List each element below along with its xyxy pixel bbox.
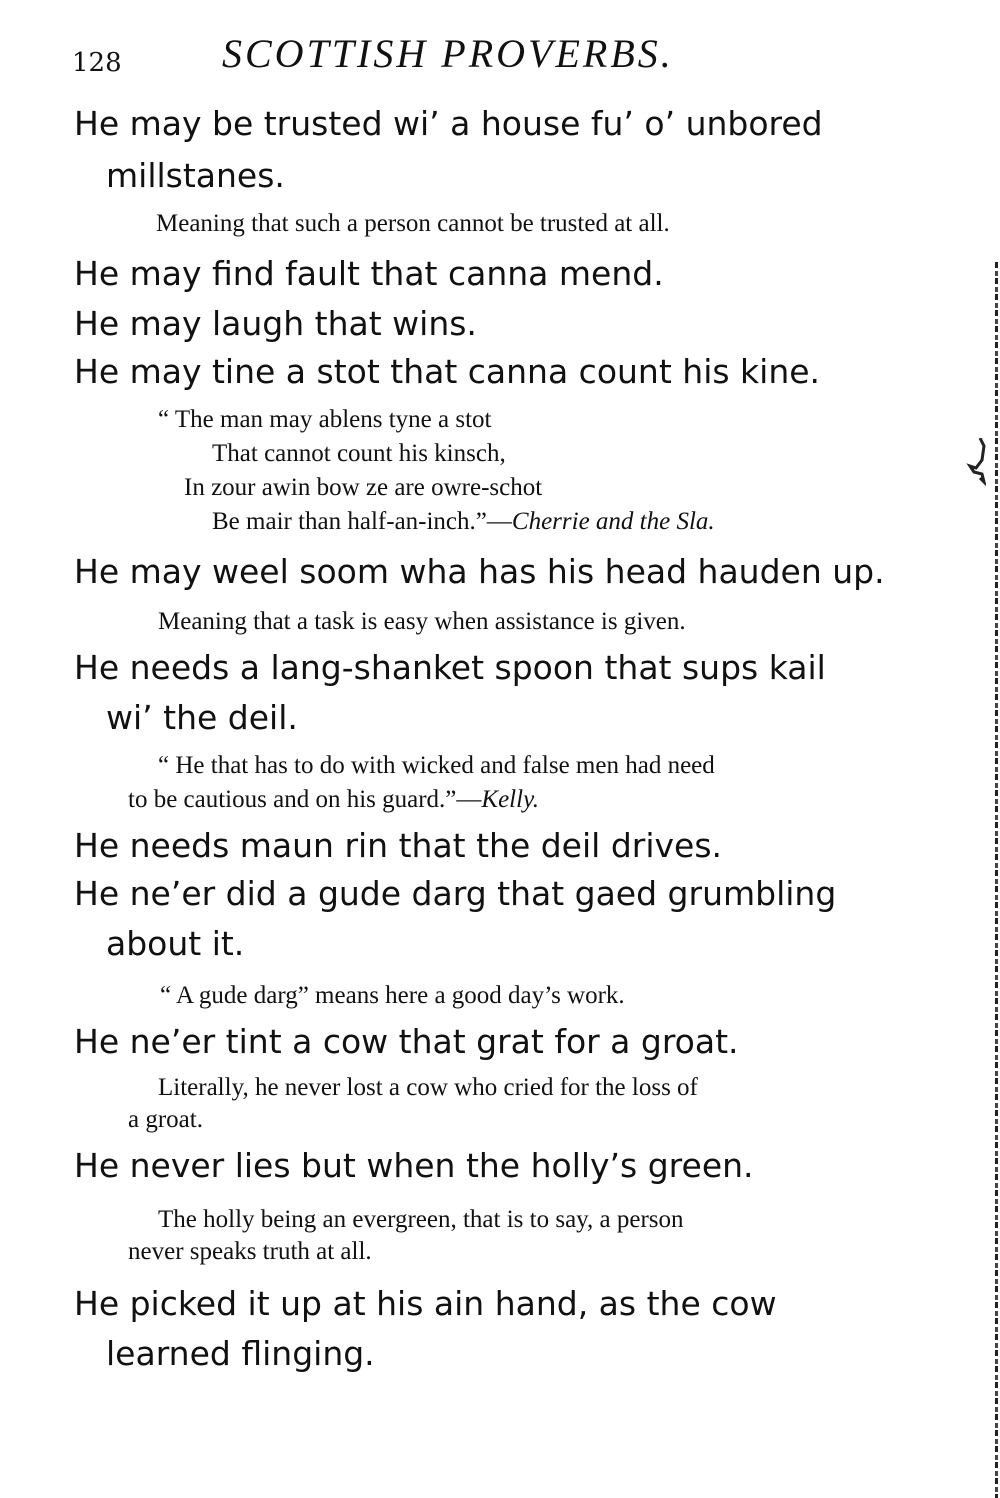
proverb-line: He picked it up at his ain hand, as the cow bbox=[74, 1284, 777, 1323]
verse-line: That cannot count his kinsch, bbox=[212, 440, 506, 467]
explanatory-note: “ A gude darg” means here a good day’s work. bbox=[160, 982, 625, 1009]
verse-line: “ The man may ablens tyne a stot bbox=[158, 406, 492, 433]
proverb-line: He may weel soom wha has his head hauden up. bbox=[74, 552, 885, 591]
explanatory-note: never speaks truth at all. bbox=[128, 1238, 372, 1265]
verse-line-with-citation bbox=[212, 508, 715, 536]
proverb-line: about it. bbox=[106, 924, 245, 963]
proverb-line: He needs a lang-shanket spoon that sups kail bbox=[74, 648, 826, 687]
verse-line: In zour awin bow ze are owre-schot bbox=[184, 474, 543, 501]
explanatory-note: Meaning that a task is easy when assistance is given. bbox=[158, 608, 686, 635]
source-citation: Cherrie and the Sla. bbox=[511, 508, 715, 535]
verse-line: Be mair than half-an-inch.”— bbox=[212, 508, 512, 535]
page-edge-shadow bbox=[995, 262, 998, 1498]
explanatory-note: Literally, he never lost a cow who cried for the loss of bbox=[158, 1074, 698, 1101]
source-citation: Kelly. bbox=[481, 786, 540, 813]
explanatory-note: a groat. bbox=[128, 1106, 203, 1133]
proverb-line: He may be trusted wi’ a house fu’ o’ unbored bbox=[74, 104, 823, 143]
explanatory-note: to be cautious and on his guard.”— bbox=[128, 786, 482, 813]
proverb-line: wi’ the deil. bbox=[106, 698, 298, 737]
proverb-line: He ne’er tint a cow that grat for a groat. bbox=[74, 1022, 739, 1061]
proverb-line: millstanes. bbox=[106, 156, 285, 195]
proverb-line: He may tine a stot that canna count his kine. bbox=[74, 352, 821, 391]
explanatory-note-with-citation bbox=[128, 786, 539, 814]
page-number: 128 bbox=[72, 48, 122, 78]
proverb-line: He may find fault that canna mend. bbox=[74, 254, 664, 293]
proverb-line: learned flinging. bbox=[106, 1334, 375, 1373]
proverb-line: He ne’er did a gude darg that gaed grumbling bbox=[74, 874, 837, 913]
proverb-line: He needs maun rin that the deil drives. bbox=[74, 826, 723, 865]
explanatory-note: The holly being an evergreen, that is to say, a person bbox=[158, 1206, 684, 1233]
scan-smudge-mark bbox=[962, 438, 986, 498]
explanatory-note: “ He that has to do with wicked and false men had need bbox=[158, 752, 715, 779]
running-title: SCOTTISH PROVERBS. bbox=[222, 31, 674, 76]
proverb-line: He may laugh that wins. bbox=[74, 304, 477, 343]
proverb-line: He never lies but when the holly’s green. bbox=[74, 1146, 754, 1185]
explanatory-note: Meaning that such a person cannot be trusted at all. bbox=[156, 210, 670, 237]
